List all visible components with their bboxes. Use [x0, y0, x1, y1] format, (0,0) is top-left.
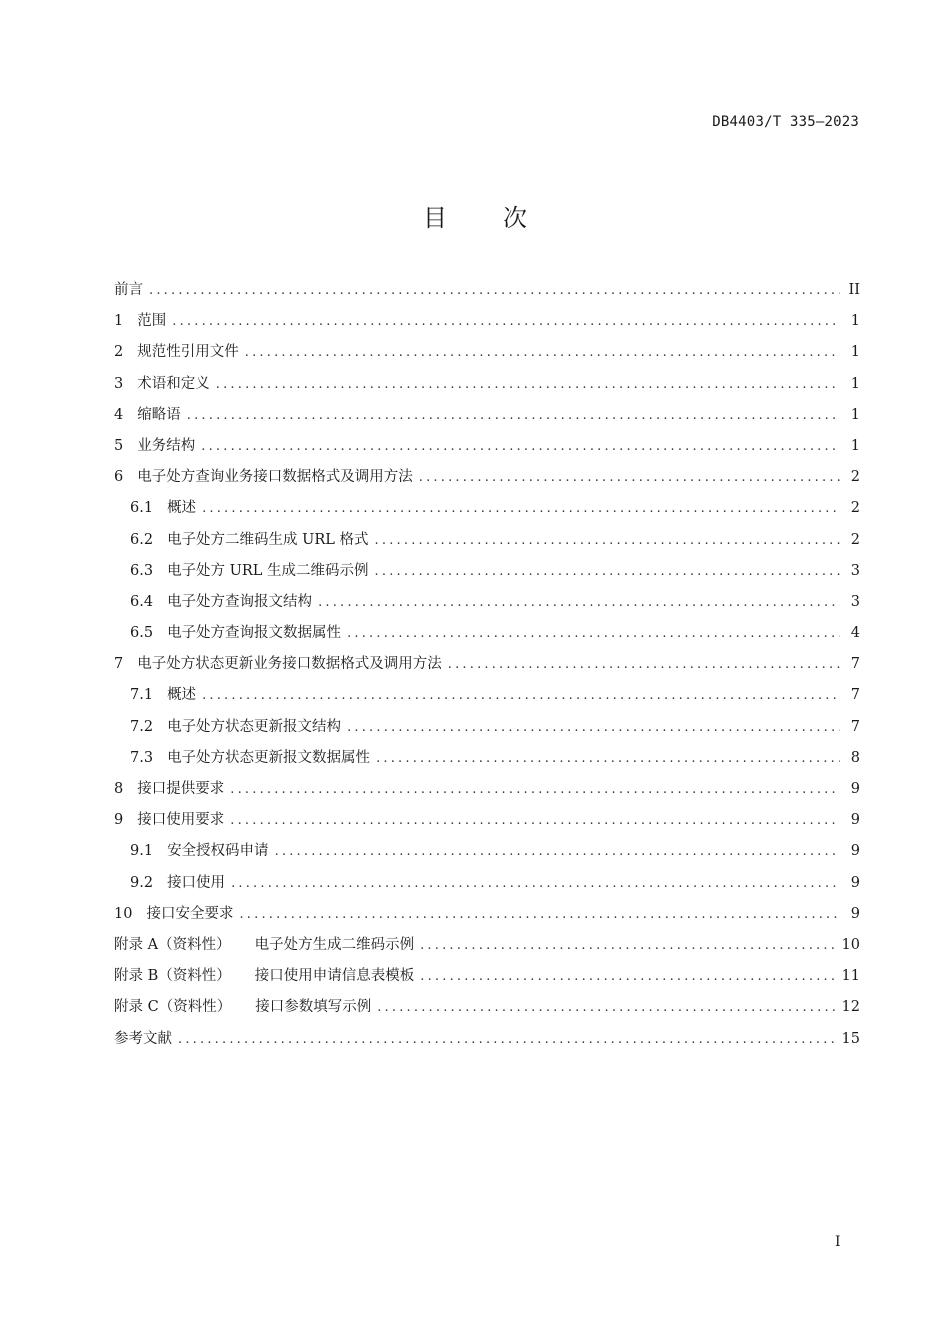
toc-entry-page: 3: [850, 562, 860, 579]
toc-entry-number: 2: [114, 344, 124, 361]
toc-leader-dots: [201, 439, 840, 454]
toc-entry[interactable]: [114, 434, 860, 465]
toc-entry-title: 概述: [167, 687, 197, 704]
toc-leader-dots: [375, 533, 840, 548]
toc-entry-number: 6: [114, 469, 124, 486]
toc-leader-dots: [245, 345, 840, 360]
toc-entry-title: 电子处方状态更新业务接口数据格式及调用方法: [137, 656, 442, 673]
toc-entry-page: 7: [850, 687, 860, 704]
toc-entry-title: 接口提供要求: [137, 781, 225, 797]
toc-entry-title: 参考文献: [114, 1030, 172, 1047]
toc-entry-number: 附录 C（资料性）: [114, 999, 232, 1016]
title-char-left: 目: [423, 204, 447, 232]
toc-leader-dots: [376, 751, 840, 766]
toc-entry-number: 7.3: [130, 749, 154, 766]
toc-entry-number: 7: [114, 656, 124, 673]
toc-entry[interactable]: [114, 309, 860, 340]
toc-entry-number: 1: [114, 313, 124, 330]
toc-entry[interactable]: [114, 621, 860, 652]
toc-entry-title: 规范性引用文件: [137, 344, 239, 361]
toc-entry[interactable]: [114, 683, 860, 714]
toc-entry-page: 2: [850, 531, 860, 548]
page-title: [0, 198, 950, 233]
toc-entry-number: 9.1: [130, 843, 154, 860]
toc-entry-title: 电子处方二维码生成 URL 格式: [167, 531, 369, 548]
toc-entry[interactable]: [114, 808, 860, 839]
toc-entry-number: 7.2: [130, 718, 154, 735]
toc-entry[interactable]: [114, 964, 860, 995]
toc-leader-dots: [347, 626, 840, 641]
toc-entry-title: 安全授权码申请: [167, 843, 269, 860]
toc-entry-title: 接口使用要求: [137, 812, 225, 829]
toc-entry-number: 7.1: [130, 687, 154, 704]
toc-entry-number: 10: [114, 905, 133, 922]
title-char-right: 次: [503, 204, 527, 232]
toc-leader-dots: [420, 969, 835, 984]
toc-entry-title: 概述: [167, 500, 197, 517]
toc-leader-dots: [172, 314, 840, 329]
toc-leader-dots: [318, 595, 840, 610]
toc-entry-page: 7: [850, 656, 860, 673]
table-of-contents: [114, 278, 860, 1058]
toc-entry-page: 1: [850, 406, 860, 423]
toc-entry[interactable]: [114, 871, 860, 902]
toc-entry-page: 3: [850, 593, 860, 610]
toc-entry-page: 1: [850, 375, 860, 392]
toc-leader-dots: [347, 720, 840, 735]
toc-entry-page: 2: [850, 469, 860, 486]
toc-entry-title: 电子处方查询报文数据属性: [167, 625, 342, 642]
page-number: I: [835, 1234, 841, 1250]
toc-leader-dots: [419, 470, 840, 485]
toc-entry[interactable]: [114, 715, 860, 746]
toc-entry-number: 8: [114, 781, 124, 797]
toc-entry-number: 附录 B（资料性）: [114, 968, 231, 985]
toc-entry[interactable]: [114, 559, 860, 590]
toc-leader-dots: [377, 1000, 835, 1015]
toc-entry-number: 6.1: [130, 500, 154, 517]
toc-leader-dots: [149, 283, 840, 298]
toc-entry[interactable]: [114, 496, 860, 527]
toc-entry[interactable]: [114, 403, 860, 434]
toc-leader-dots: [202, 688, 840, 703]
toc-entry-title: 电子处方生成二维码示例: [254, 936, 415, 953]
toc-entry-page: 1: [850, 437, 860, 454]
toc-entry-number: 6.4: [130, 593, 154, 610]
toc-entry-number: 6.2: [130, 531, 154, 548]
toc-entry-page: 1: [850, 313, 860, 330]
toc-entry-number: 6.5: [130, 625, 154, 642]
toc-entry[interactable]: [114, 278, 860, 309]
toc-leader-dots: [230, 782, 840, 797]
toc-entry-page: 9: [850, 781, 860, 797]
toc-entry-title: 电子处方状态更新报文数据属性: [167, 749, 371, 766]
toc-entry[interactable]: [114, 652, 860, 683]
toc-entry-page: 2: [850, 500, 860, 517]
toc-entry-page: 4: [850, 625, 860, 642]
toc-entry-page: 9: [850, 843, 860, 860]
toc-leader-dots: [420, 938, 835, 953]
toc-entry-title: 业务结构: [137, 437, 196, 454]
toc-entry-page: 8: [850, 749, 860, 766]
toc-entry-title: 接口使用申请信息表模板: [254, 968, 415, 985]
toc-entry[interactable]: [114, 777, 860, 808]
toc-entry-title: 术语和定义: [137, 375, 210, 392]
toc-entry[interactable]: [114, 933, 860, 964]
toc-leader-dots: [275, 844, 840, 859]
toc-entry[interactable]: [114, 902, 860, 933]
toc-entry-title: 电子处方查询报文结构: [167, 593, 313, 610]
toc-entry-title: 接口使用: [167, 874, 226, 891]
toc-entry-number: 6.3: [130, 562, 154, 579]
toc-entry[interactable]: [114, 746, 860, 777]
toc-entry-title: 前言: [114, 282, 143, 298]
toc-leader-dots: [231, 876, 840, 891]
toc-entry[interactable]: [114, 528, 860, 559]
toc-entry[interactable]: [114, 995, 860, 1026]
toc-entry-title: 接口安全要求: [146, 905, 234, 922]
toc-entry-page: 12: [841, 999, 860, 1016]
toc-entry-page: II: [848, 282, 860, 298]
toc-entry-page: 1: [850, 344, 860, 361]
toc-entry-page: 9: [850, 874, 860, 891]
toc-entry-number: 附录 A（资料性）: [114, 936, 231, 953]
toc-leader-dots: [375, 564, 840, 579]
toc-entry-page: 10: [841, 936, 860, 953]
toc-entry-page: 7: [850, 718, 860, 735]
toc-leader-dots: [230, 813, 840, 828]
toc-entry[interactable]: [114, 465, 860, 496]
document-id: DB4403/T 335—2023: [712, 114, 859, 130]
toc-leader-dots: [239, 907, 840, 922]
toc-entry-title: 电子处方查询业务接口数据格式及调用方法: [137, 469, 413, 486]
toc-leader-dots: [178, 1032, 836, 1047]
toc-entry-number: 9: [114, 812, 124, 829]
toc-entry[interactable]: [114, 372, 860, 403]
toc-entry-title: 电子处方 URL 生成二维码示例: [167, 562, 369, 579]
toc-entry-page: 11: [841, 968, 860, 985]
toc-leader-dots: [448, 657, 840, 672]
toc-entry-title: 缩略语: [137, 406, 181, 423]
toc-leader-dots: [202, 501, 840, 516]
toc-leader-dots: [216, 377, 840, 392]
toc-entry[interactable]: [114, 839, 860, 870]
toc-entry-number: 9.2: [130, 874, 154, 891]
toc-entry[interactable]: [114, 1027, 860, 1058]
toc-entry-number: 5: [114, 437, 124, 454]
toc-entry-page: 9: [850, 905, 860, 922]
toc-entry-title: 范围: [137, 313, 167, 330]
toc-entry-number: 3: [114, 375, 124, 392]
toc-entry-title: 电子处方状态更新报文结构: [167, 718, 342, 735]
toc-entry-page: 15: [841, 1030, 860, 1047]
toc-entry-title: 接口参数填写示例: [255, 999, 372, 1016]
toc-entry-number: 4: [114, 406, 124, 423]
toc-entry-page: 9: [850, 812, 860, 829]
toc-entry[interactable]: [114, 590, 860, 621]
toc-leader-dots: [187, 408, 840, 423]
toc-entry[interactable]: [114, 340, 860, 371]
